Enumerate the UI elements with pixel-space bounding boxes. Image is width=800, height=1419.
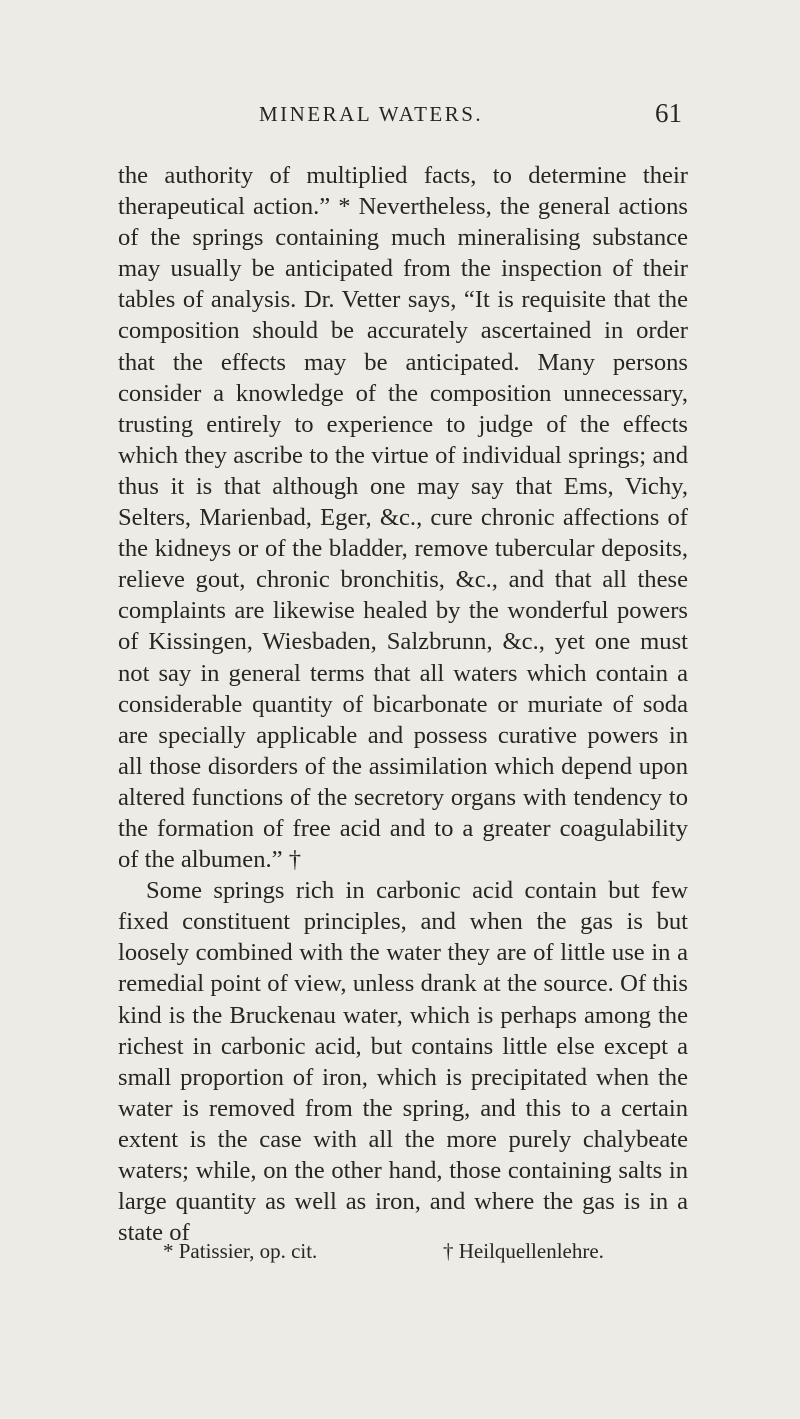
footnote-heilquellenlehre: † Heilquellenlehre. xyxy=(443,1239,604,1263)
paragraph-springs: Some springs rich in carbonic acid contain but few fixed constituent principles, and when the gas is but loosely combined with the water they are of little use in a remedial point of view, unless drank at the source. Of this kind is the Bruckenau water, which is perhaps among the richest in carbonic acid, but contains little else except a small proportion of iron, which is precipitated when the water is removed from the spring, and this to a certain extent is the case with all the more purely chalybeate waters; while, on the other hand, those containing salts in large quantity as well as iron, and where the gas is in a state of xyxy=(118,877,688,1247)
page-number: 61 xyxy=(655,98,682,128)
footnote-patissier: * Patissier, op. cit. xyxy=(163,1239,318,1263)
paragraph-continued: the authority of multiplied facts, to determine their therapeutical action.” * Nevertheless, the general actions of the springs containing much mineralising substance may usually be anticipated from the inspection of their tables of analysis. Dr. Vetter says, “It is requisite that the composition should be accurately ascertained in order that the effects may be anticipated. Many persons consider a knowledge of the composition unnecessary, trusting entirely to experience to judge of the effects which they ascribe to the virtue of individual springs; and thus it is that although one may say that Ems, Vichy, Selters, Marienbad, Eger, &c., cure chronic affections of the kidneys or of the bladder, remove tubercular deposits, relieve gout, chronic bronchitis, &c., and that all these complaints are likewise healed by the wonderful powers of Kissingen, Wiesbaden, Salzbrunn, &c., yet one must not say in general terms that all waters which contain a considerable quantity of bicarbonate or muriate of soda are specially applicable and possess curative powers in all those disorders of the assimilation which depend upon altered functions of the secretory organs with tendency to the formation of free acid and to a greater coagulability of the albumen.” † xyxy=(118,162,688,874)
running-head-title: MINERAL WATERS. xyxy=(259,102,484,126)
body-text xyxy=(118,160,688,1248)
